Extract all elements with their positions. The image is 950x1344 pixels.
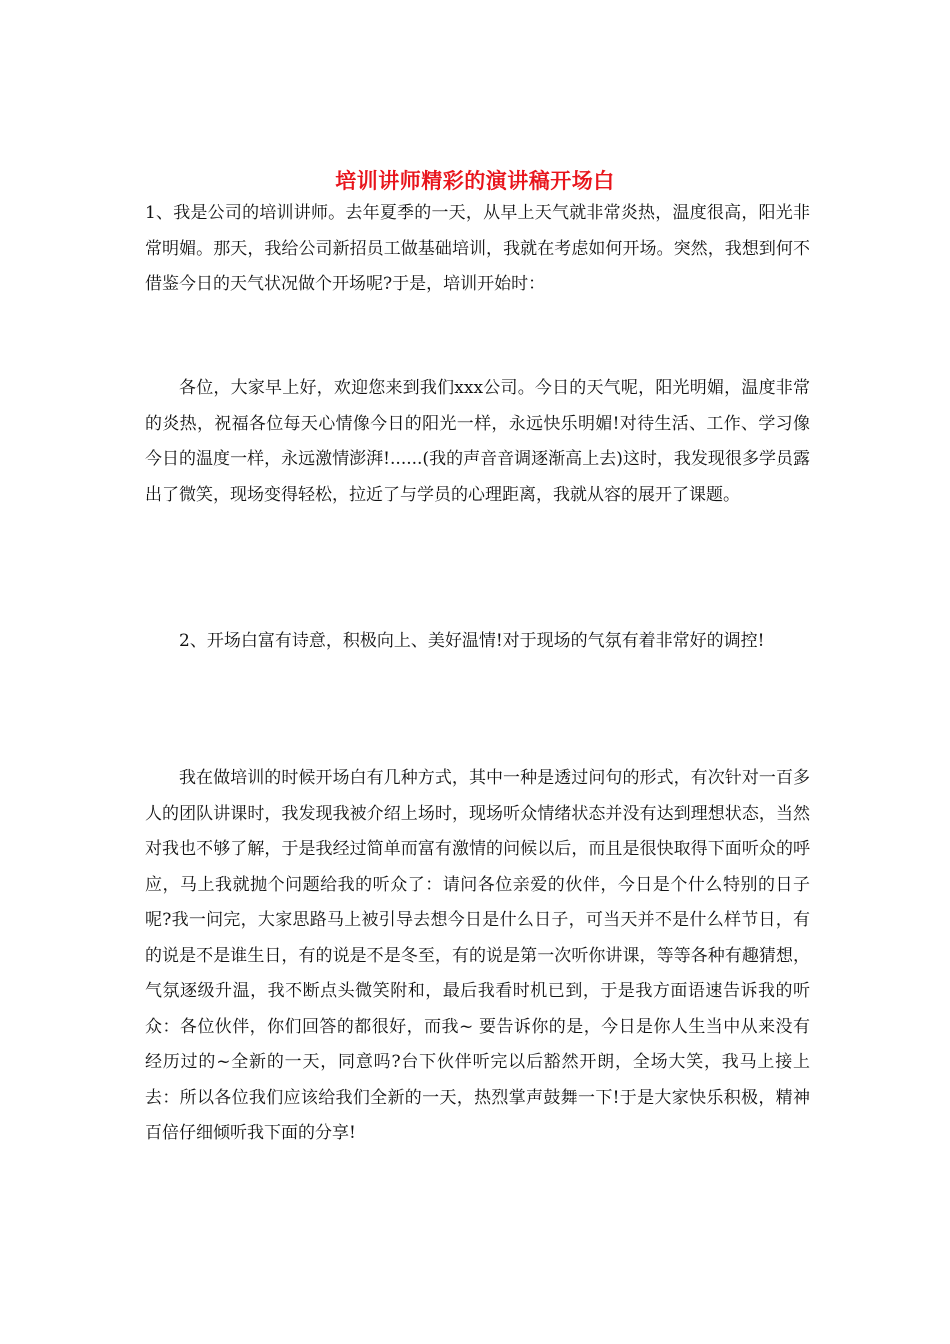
document-title: 培训讲师精彩的演讲稿开场白	[335, 168, 615, 194]
paragraph-2: 各位，大家早上好，欢迎您来到我们xxx公司。今日的天气呢，阳光明媚，温度非常的炎热，祝福各位每天心情像今日的阳光一样，永远快乐明媚!对待生活、工作、学习像今日的温度一样，永远激情澎湃!......(我的声音音调逐渐高上去)这时，我发现很多学员露出了微笑，现场变得轻松，拉近了与学员的心理距离，我就从容的展开了课题。	[145, 378, 810, 505]
paragraph-1: 1、我是公司的培训讲师。去年夏季的一天，从早上天气就非常炎热，温度很高，阳光非常明媚。那天，我给公司新招员工做基础培训，我就在考虑如何开场。突然，我想到何不借鉴今日的天气状况做个开场呢?于是，培训开始时：	[145, 203, 810, 294]
paragraph-4: 我在做培训的时候开场白有几种方式，其中一种是透过问句的形式，有次针对一百多人的团队讲课时，我发现我被介绍上场时，现场听众情绪状态并没有达到理想状态，当然对我也不够了解，于是我经过简单而富有激情的问候以后，而且是很快取得下面听众的呼应，马上我就抛个问题给我的听众了：请问各位亲爱的伙伴，今日是个什么特别的日子呢?我一问完，大家思路马上被引导去想今日是什么日子，可当天并不是什么样节日，有的说是不是谁生日，有的说是不是冬至，有的说是第一次听你讲课，等等各种有趣猜想，气氛逐级升温，我不断点头微笑附和，最后我看时机已到，于是我方面语速告诉我的听众：各位伙伴，你们回答的都很好，而我~ 要告诉你的是，今日是你人生当中从来没有经历过的~全新的一天，同意吗?台下伙伴听完以后豁然开朗，全场大笑，我马上接上去：所以各位我们应该给我们全新的一天，热烈掌声鼓舞一下!于是大家快乐积极，精神百倍仔细倾听我下面的分享!	[145, 768, 810, 1143]
paragraph-3: 2、开场白富有诗意，积极向上、美好温情!对于现场的气氛有着非常好的调控!	[179, 631, 765, 651]
